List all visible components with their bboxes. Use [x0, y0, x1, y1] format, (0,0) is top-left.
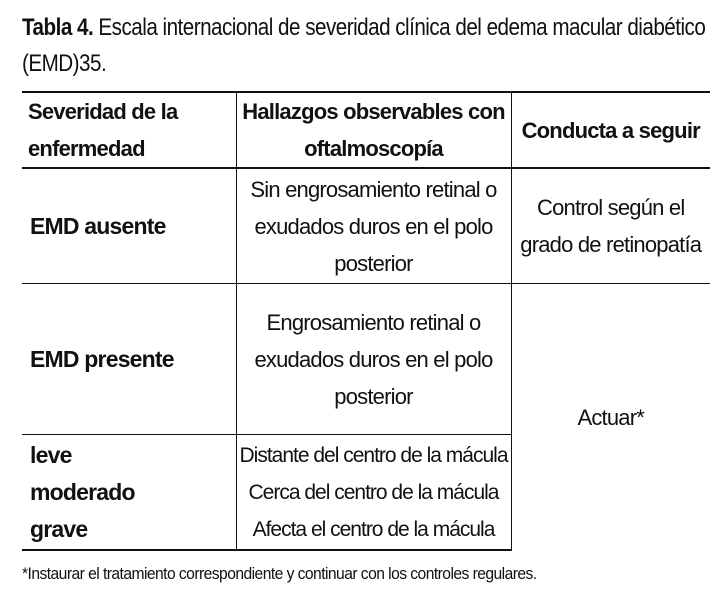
conduct-cell: Actuar* [511, 284, 710, 551]
grade-findings-moderado: Cerca del centro de la mácula [248, 480, 499, 504]
table-footnote: *Instaurar el tratamiento correspondiente y continuar con los controles regulares. [22, 564, 537, 583]
grade-findings-grave: Afecta el centro de la mácula [252, 517, 495, 541]
severity-cell: EMD presente [22, 284, 236, 435]
header-conduct: Conducta a seguir [521, 117, 700, 143]
findings-cell: Sin engrosamiento retinal o exudados duros en el polo posterior [236, 168, 511, 284]
table-row [22, 284, 710, 435]
grade-findings-cell [236, 435, 511, 551]
severity-table [22, 91, 710, 551]
table-row [22, 168, 710, 284]
grade-severity-leve: leve [30, 441, 72, 468]
table-caption [22, 10, 710, 82]
grade-severity-moderado: moderado [30, 478, 135, 505]
grade-severity-cell [22, 435, 236, 551]
table-caption-text: Escala internacional de severidad clínica del edema macular diabético (EMD)35. [22, 14, 706, 77]
table-caption-label: Tabla 4. [22, 14, 94, 41]
severity-cell: EMD ausente [22, 168, 236, 284]
table-header-row [22, 92, 710, 168]
header-findings: Hallazgos observables con oftalmoscopía [236, 92, 511, 168]
grade-findings-leve: Distante del centro de la mácula [239, 443, 508, 467]
header-severity: Severidad de la enfermedad [22, 92, 236, 168]
conduct-cell: Control según el grado de retinopatía [520, 195, 702, 257]
findings-cell: Engrosamiento retinal o exudados duros en el polo posterior [236, 284, 511, 435]
grade-severity-grave: grave [30, 515, 88, 542]
